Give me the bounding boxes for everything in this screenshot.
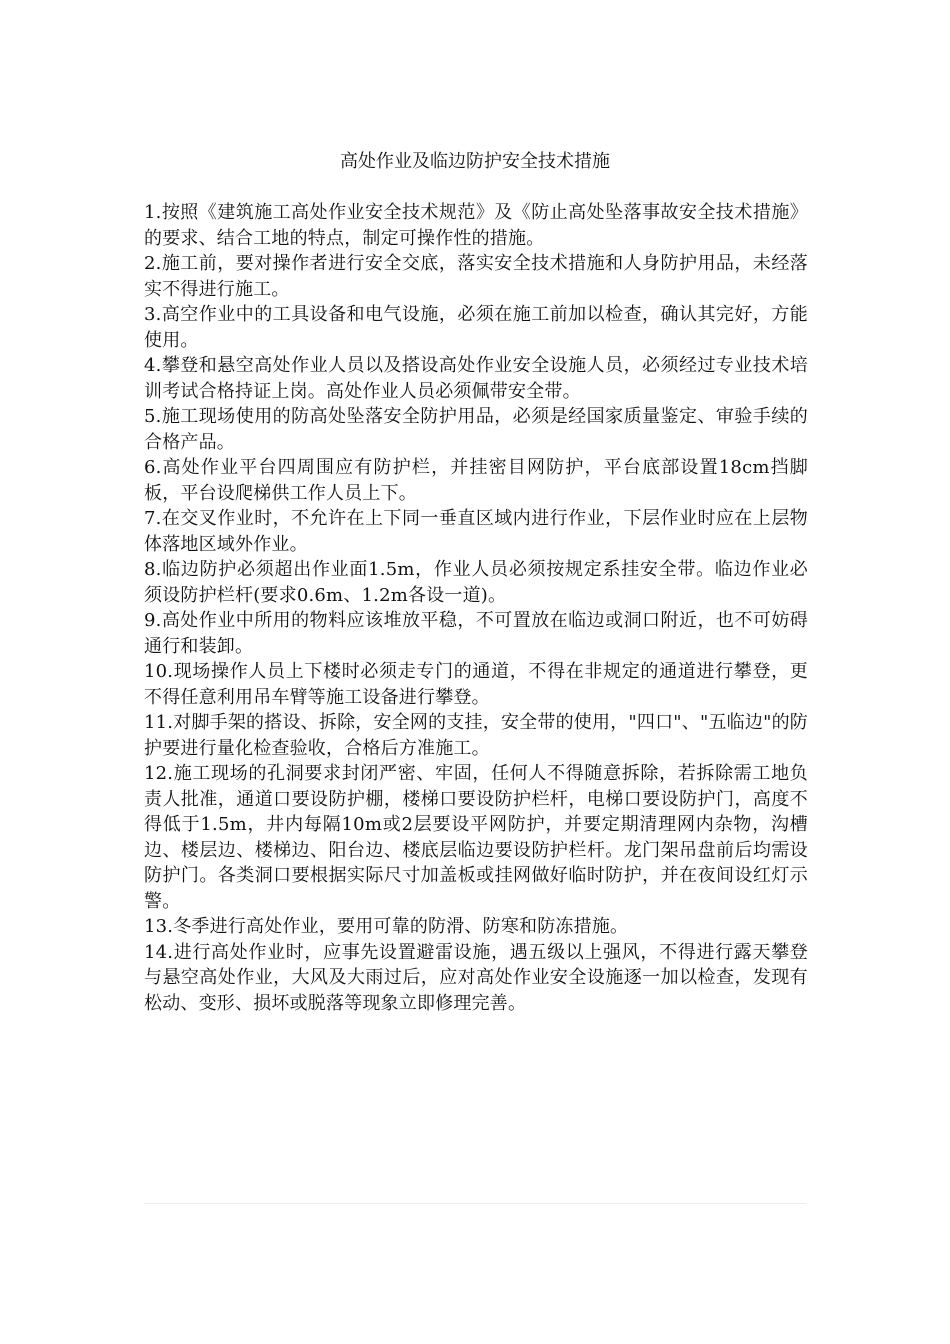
document-title: 高处作业及临边防护安全技术措施 xyxy=(340,151,610,172)
list-item: 2.施工前，要对操作者进行安全交底，落实安全技术措施和人身防护用品，未经落实不得进行施工。 xyxy=(144,253,808,300)
list-item: 3.高空作业中的工具设备和电气设施，必须在施工前加以检查，确认其完好，方能使用。 xyxy=(144,304,808,351)
list-item: 1.按照《建筑施工高处作业安全技术规范》及《防止高处坠落事故安全技术措施》的要求、结合工地的特点，制定可操作性的措施。 xyxy=(144,202,808,249)
list-item: 8.临边防护必须超出作业面1.5m，作业人员必须按规定系挂安全带。临边作业必须设防护栏杆(要求0.6m、1.2m各设一道)。 xyxy=(144,559,808,606)
list-item: 11.对脚手架的搭设、拆除，安全网的支挂，安全带的使用，"四口"、"五临边"的防护要进行量化检查验收，合格后方准施工。 xyxy=(144,712,808,759)
list-item: 7.在交叉作业时，不允许在上下同一垂直区域内进行作业，下层作业时应在上层物体落地区域外作业。 xyxy=(144,508,808,555)
list-item: 10.现场操作人员上下楼时必须走专门的通道，不得在非规定的通道进行攀登，更不得任意利用吊车臂等施工设备进行攀登。 xyxy=(144,661,808,708)
list-item: 13.冬季进行高处作业，要用可靠的防滑、防寒和防冻措施。 xyxy=(144,916,629,937)
measures-list xyxy=(144,200,808,1016)
footer-divider xyxy=(144,1203,806,1204)
list-item: 14.进行高处作业时，应事先设置避雷设施，遇五级以上强风，不得进行露天攀登与悬空高处作业，大风及大雨过后，应对高处作业安全设施逐一加以检查，发现有松动、变形、损坏或脱落等现象立即修理完善。 xyxy=(144,941,808,1014)
list-item: 5.施工现场使用的防高处坠落安全防护用品，必须是经国家质量鉴定、审验手续的合格产品。 xyxy=(144,406,808,453)
list-item: 12.施工现场的孔洞要求封闭严密、牢固，任何人不得随意拆除，若拆除需工地负责人批准，通道口要设防护棚，楼梯口要设防护栏杆，电梯口要设防护门，高度不得低于1.5m，井内每隔10m或2层要设平网防护，并要定期清理网内杂物，沟槽边、楼层边、楼梯边、阳台边、楼底层临边要设防护栏杆。龙门架吊盘前后均需设防护门。各类洞口要根据实际尺寸加盖板或挂网做好临时防护，并在夜间设红灯示警。 xyxy=(144,763,808,912)
list-item: 4.攀登和悬空高处作业人员以及搭设高处作业安全设施人员，必须经过专业技术培训考试合格持证上岗。高处作业人员必须佩带安全带。 xyxy=(144,355,808,402)
list-item: 6.高处作业平台四周围应有防护栏，并挂密目网防护，平台底部设置18cm挡脚板，平台设爬梯供工作人员上下。 xyxy=(144,457,808,504)
list-item: 9.高处作业中所用的物料应该堆放平稳，不可置放在临边或洞口附近，也不可妨碍通行和装卸。 xyxy=(144,610,808,657)
